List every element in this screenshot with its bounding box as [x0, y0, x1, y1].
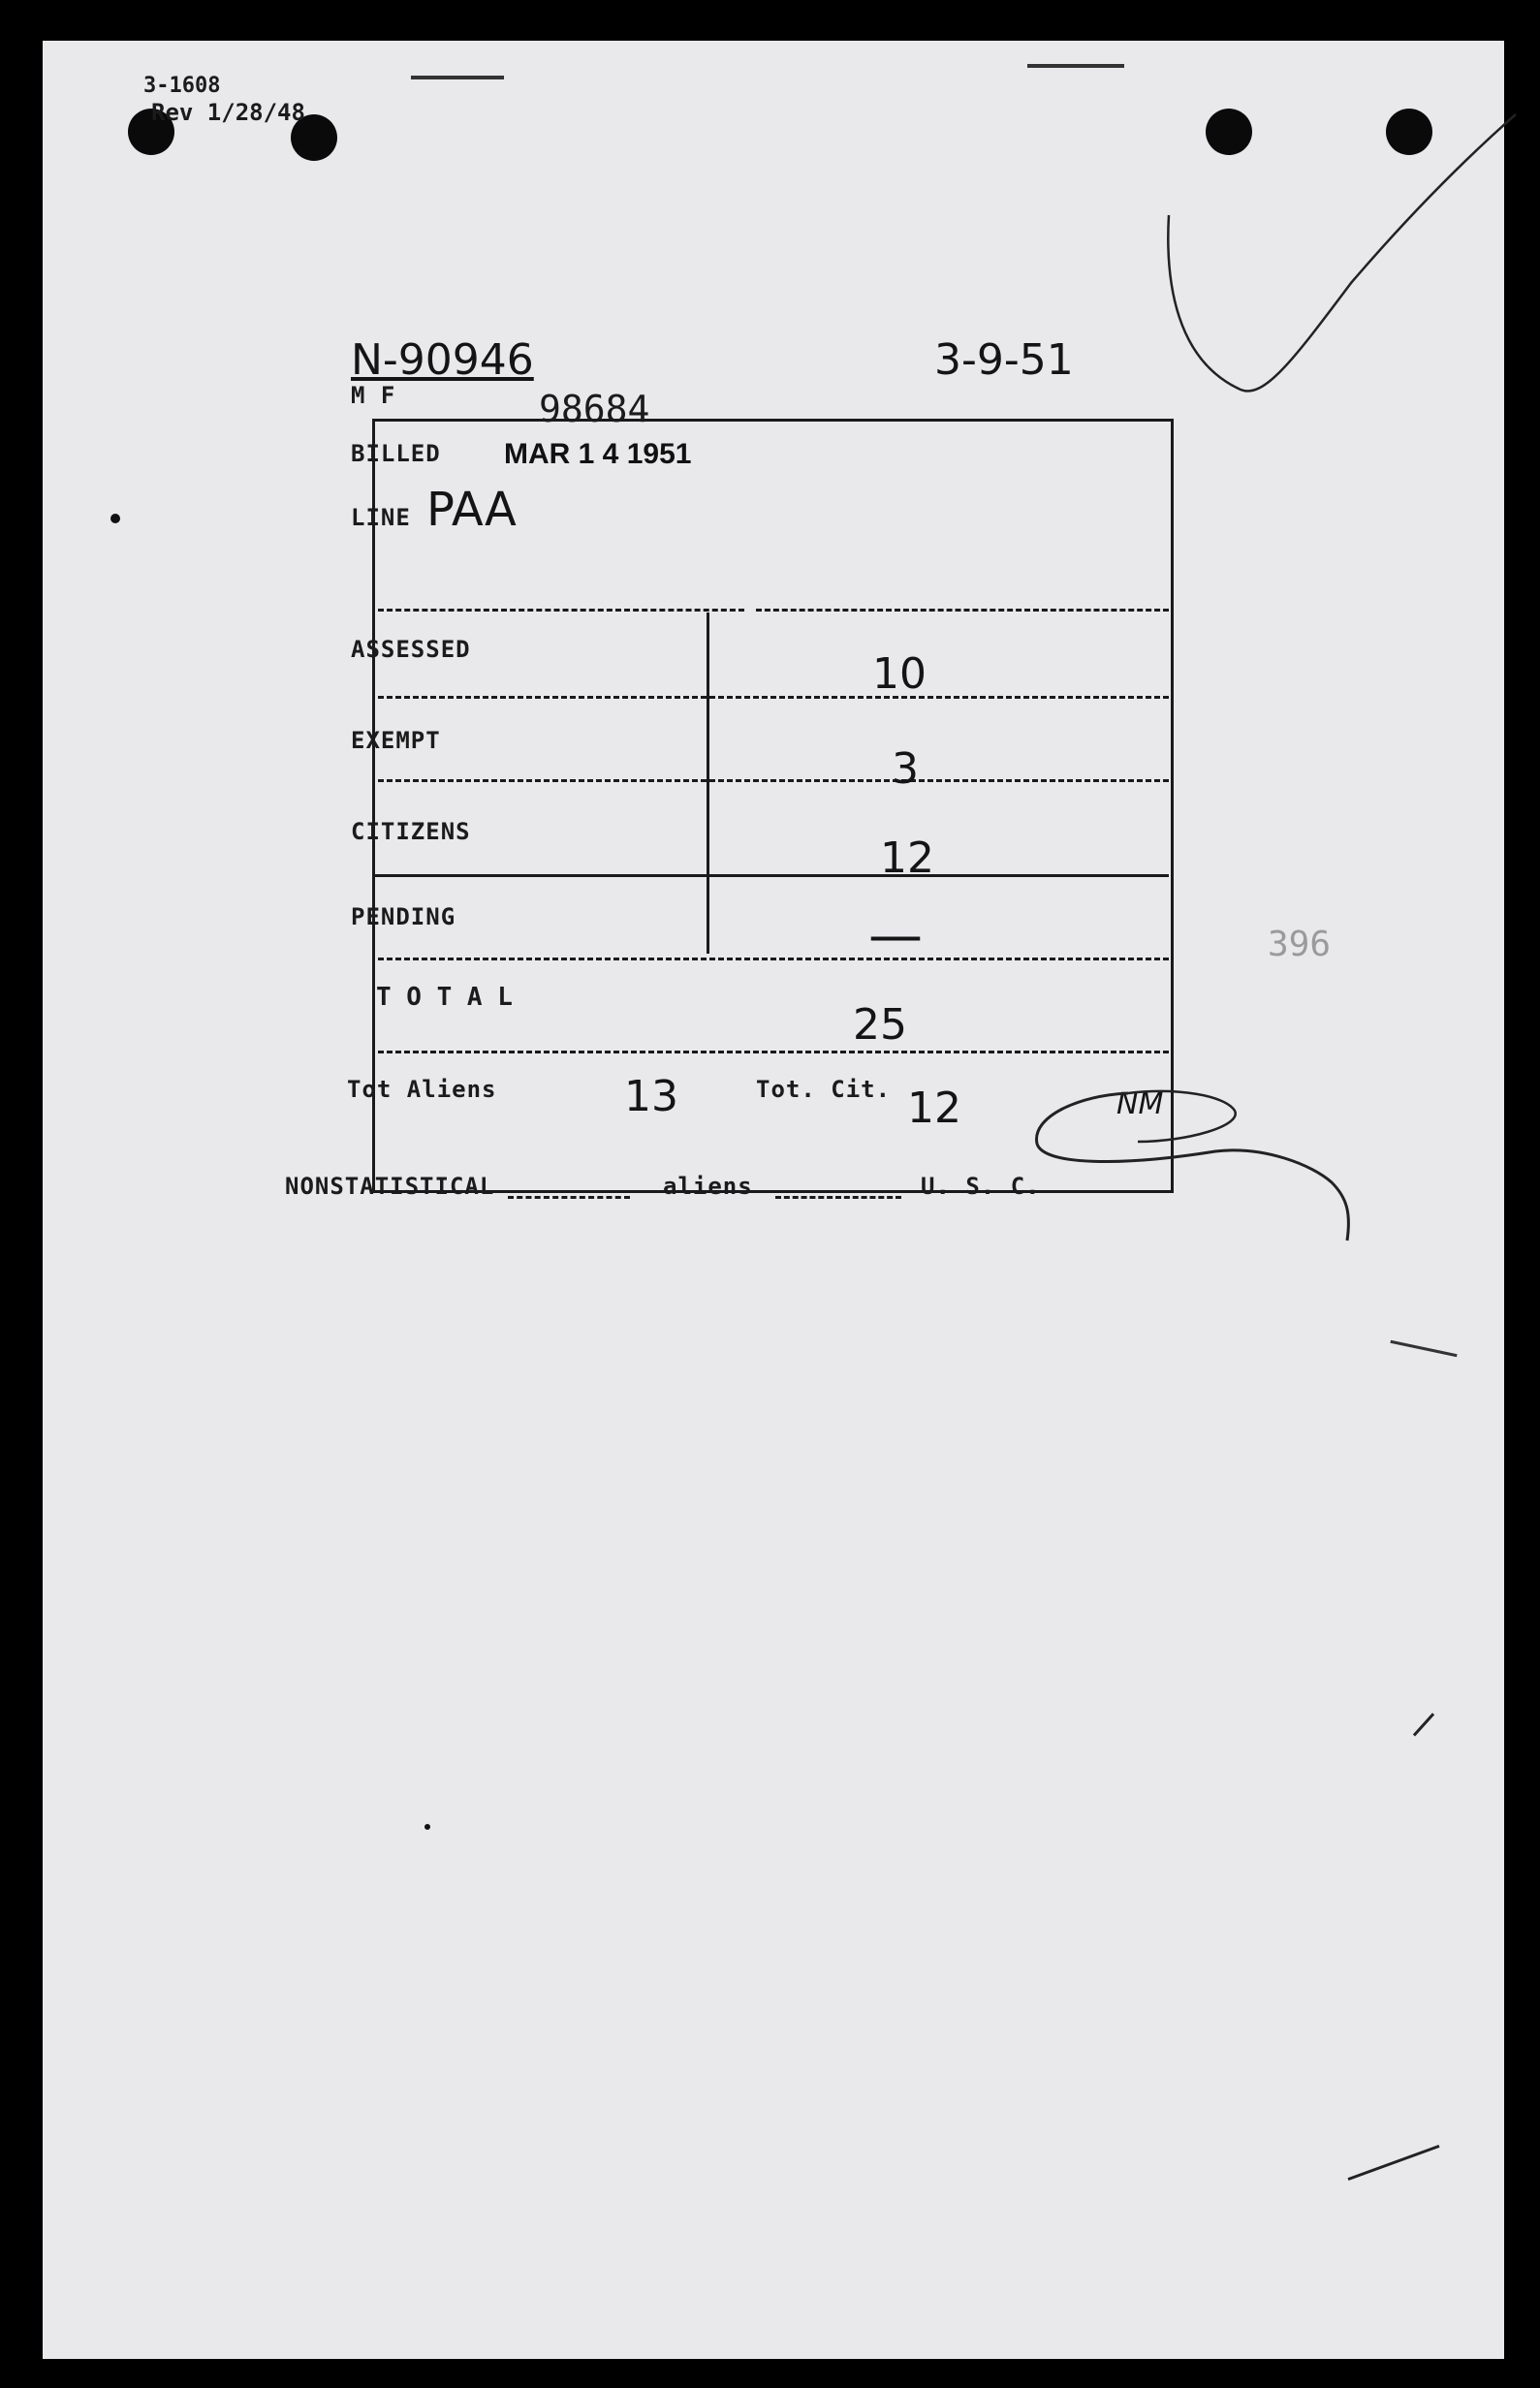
card-date: 3-9-51	[934, 335, 1074, 385]
line-value: PAA	[426, 483, 517, 537]
row-label-assessed: ASSESSED	[351, 636, 471, 663]
divider	[372, 874, 1169, 877]
divider	[378, 696, 1169, 699]
document-page	[43, 41, 1504, 2359]
stray-mark	[1348, 2145, 1440, 2181]
nonstatistical-label: NONSTATISTICAL	[285, 1173, 495, 1200]
check-mark-icon	[1157, 109, 1525, 419]
divider	[378, 958, 1169, 960]
blank-line	[508, 1196, 630, 1199]
manifest-number: 98684	[539, 388, 650, 430]
total-value: 25	[853, 1000, 907, 1050]
row-value-pending: —	[868, 904, 923, 967]
stray-mark	[424, 1824, 430, 1830]
signature-loop	[1021, 1078, 1370, 1252]
divider	[756, 609, 1169, 612]
stray-mark	[1390, 1340, 1457, 1357]
aliens-label: aliens	[663, 1173, 753, 1200]
manifest-label: M F	[351, 382, 396, 409]
usc-label: U. S. C.	[921, 1173, 1041, 1200]
form-number: 3-1608	[143, 74, 221, 98]
line-label: LINE	[351, 504, 411, 531]
divider	[378, 1051, 1169, 1053]
file-number: N-90946	[351, 335, 534, 385]
stray-mark	[411, 76, 504, 79]
form-revision: Rev 1/28/48	[151, 99, 305, 126]
divider	[378, 779, 1169, 782]
initials: NM	[1116, 1087, 1164, 1121]
row-value-citizens: 12	[880, 833, 934, 883]
stray-mark	[110, 514, 120, 523]
side-number: 396	[1268, 925, 1332, 964]
row-label-exempt: EXEMPT	[351, 727, 441, 754]
tot-cit-value: 12	[907, 1084, 961, 1133]
divider	[378, 609, 744, 612]
blank-line	[775, 1196, 901, 1199]
tot-aliens-value: 13	[624, 1072, 678, 1121]
row-value-exempt: 3	[892, 744, 919, 794]
billed-label: BILLED	[351, 440, 441, 467]
total-label: T O T A L	[376, 983, 513, 1012]
divider	[707, 613, 709, 954]
tot-aliens-label: Tot Aliens	[347, 1076, 497, 1103]
row-label-pending: PENDING	[351, 903, 456, 930]
tot-cit-label: Tot. Cit.	[756, 1076, 892, 1103]
row-value-assessed: 10	[872, 649, 927, 699]
row-label-citizens: CITIZENS	[351, 818, 471, 845]
stray-mark	[1413, 1712, 1434, 1736]
stray-mark	[1027, 64, 1124, 68]
billed-stamp: MAR 1 4 1951	[504, 438, 692, 470]
